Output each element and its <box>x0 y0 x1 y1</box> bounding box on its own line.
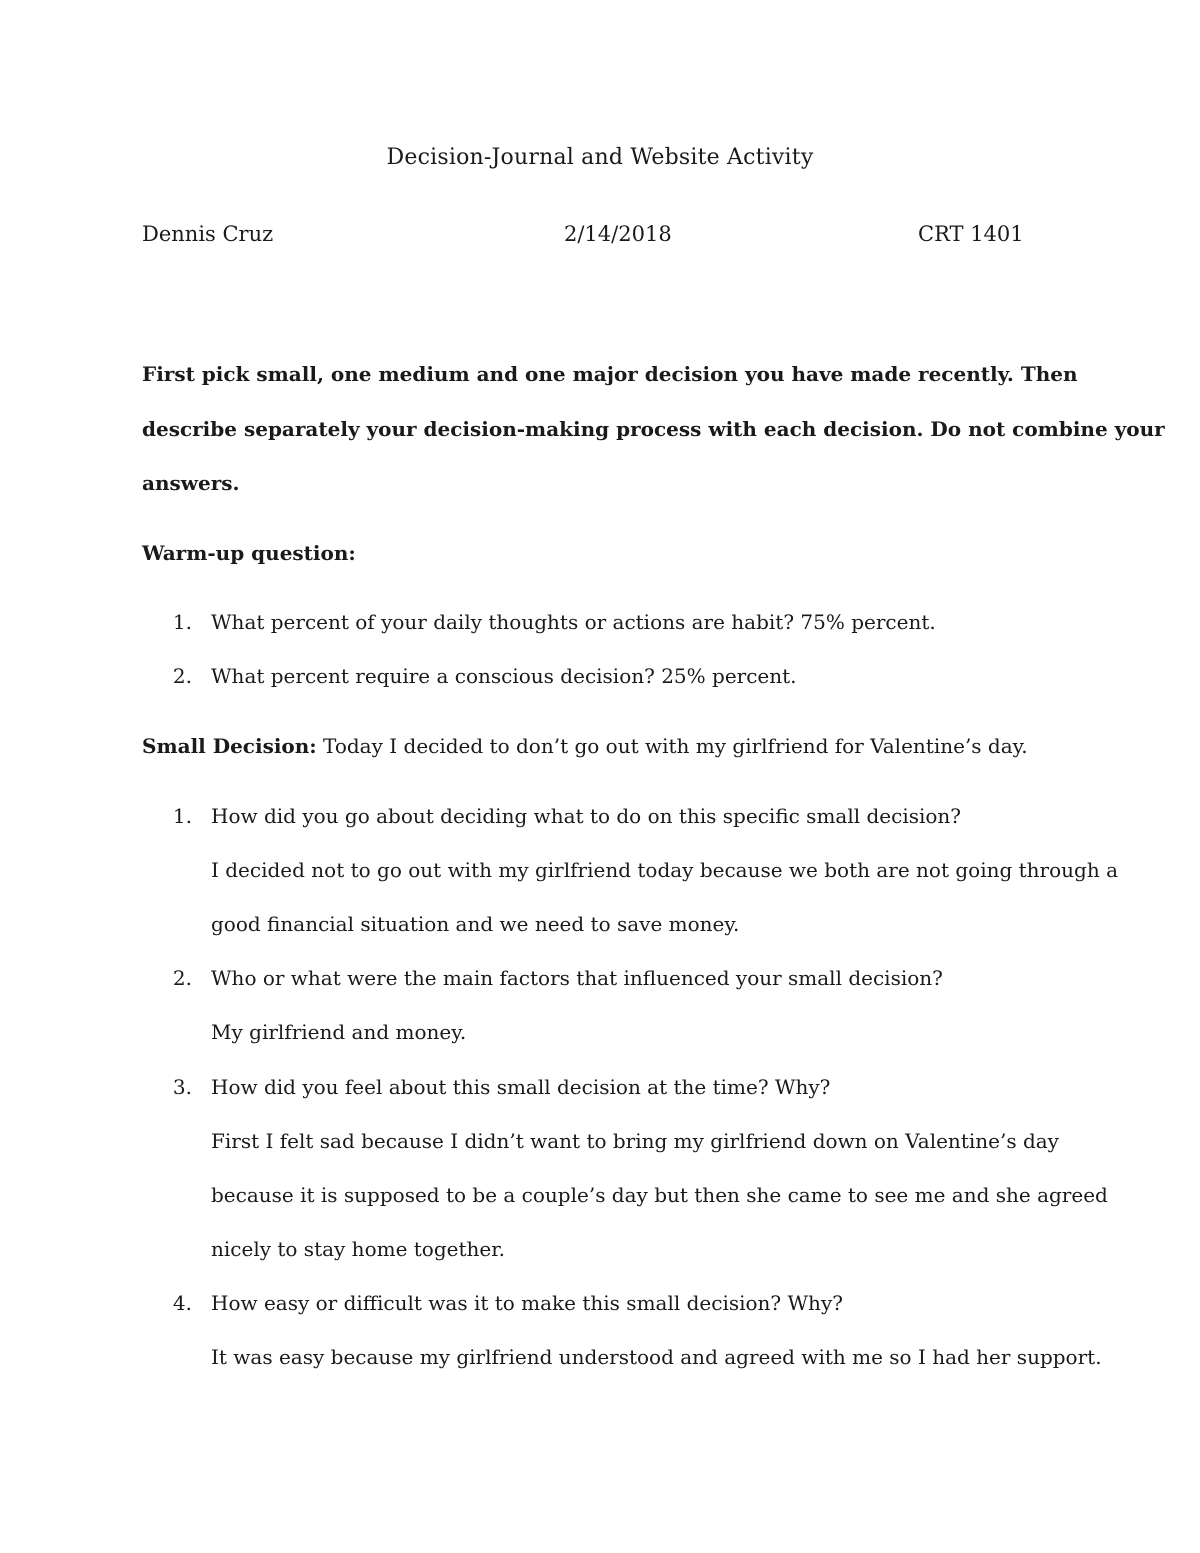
small-item-1-answer-line-2: good financial situation and we need to save money. <box>211 912 740 936</box>
small-item-2-number: 2. <box>172 966 192 990</box>
small-item-3-question: How did you feel about this small decision at the time? Why? <box>211 1075 831 1099</box>
author-name: Dennis Cruz <box>142 222 274 246</box>
document-title: Decision-Journal and Website Activity <box>386 145 814 170</box>
warmup-heading: Warm-up question: <box>142 541 356 565</box>
warmup-item-2-text: What percent require a conscious decision? 25% percent. <box>211 664 797 688</box>
warmup-item-1-text: What percent of your daily thoughts or actions are habit? 75% percent. <box>211 610 936 634</box>
small-item-3-answer-line-2: because it is supposed to be a couple’s day but then she came to see me and she agreed <box>211 1183 1108 1207</box>
small-item-1-number: 1. <box>172 804 192 828</box>
instruction-line-3: answers. <box>142 471 240 495</box>
small-item-2-question: Who or what were the main factors that influenced your small decision? <box>211 966 943 990</box>
small-item-3-number: 3. <box>172 1075 192 1099</box>
small-item-3-answer-line-3: nicely to stay home together. <box>211 1237 505 1261</box>
warmup-item-2-number: 2. <box>172 664 192 688</box>
small-item-4-question: How easy or difficult was it to make this small decision? Why? <box>211 1291 843 1315</box>
small-decision-label: Small Decision: <box>142 734 317 758</box>
small-decision-text: Today I decided to don’t go out with my girlfriend for Valentine’s day. <box>316 734 1028 758</box>
small-item-2-answer-line-1: My girlfriend and money. <box>211 1020 467 1044</box>
small-item-1-answer-line-1: I decided not to go out with my girlfriend today because we both are not going through a <box>211 858 1119 882</box>
document-date: 2/14/2018 <box>564 222 672 246</box>
course-code: CRT 1401 <box>918 222 1024 246</box>
instruction-line-1: First pick small, one medium and one major decision you have made recently. Then <box>142 362 1078 386</box>
small-item-4-number: 4. <box>172 1291 192 1315</box>
small-item-4-answer-line-1: It was easy because my girlfriend understood and agreed with me so I had her support. <box>211 1345 1102 1369</box>
small-item-1-question: How did you go about deciding what to do on this specific small decision? <box>211 804 962 828</box>
small-decision-line <box>142 730 1028 762</box>
instruction-line-2: describe separately your decision-making process with each decision. Do not combine your <box>142 417 1165 441</box>
warmup-item-1-number: 1. <box>172 610 192 634</box>
small-item-3-answer-line-1: First I felt sad because I didn’t want to bring my girlfriend down on Valentine’s day <box>211 1129 1059 1153</box>
